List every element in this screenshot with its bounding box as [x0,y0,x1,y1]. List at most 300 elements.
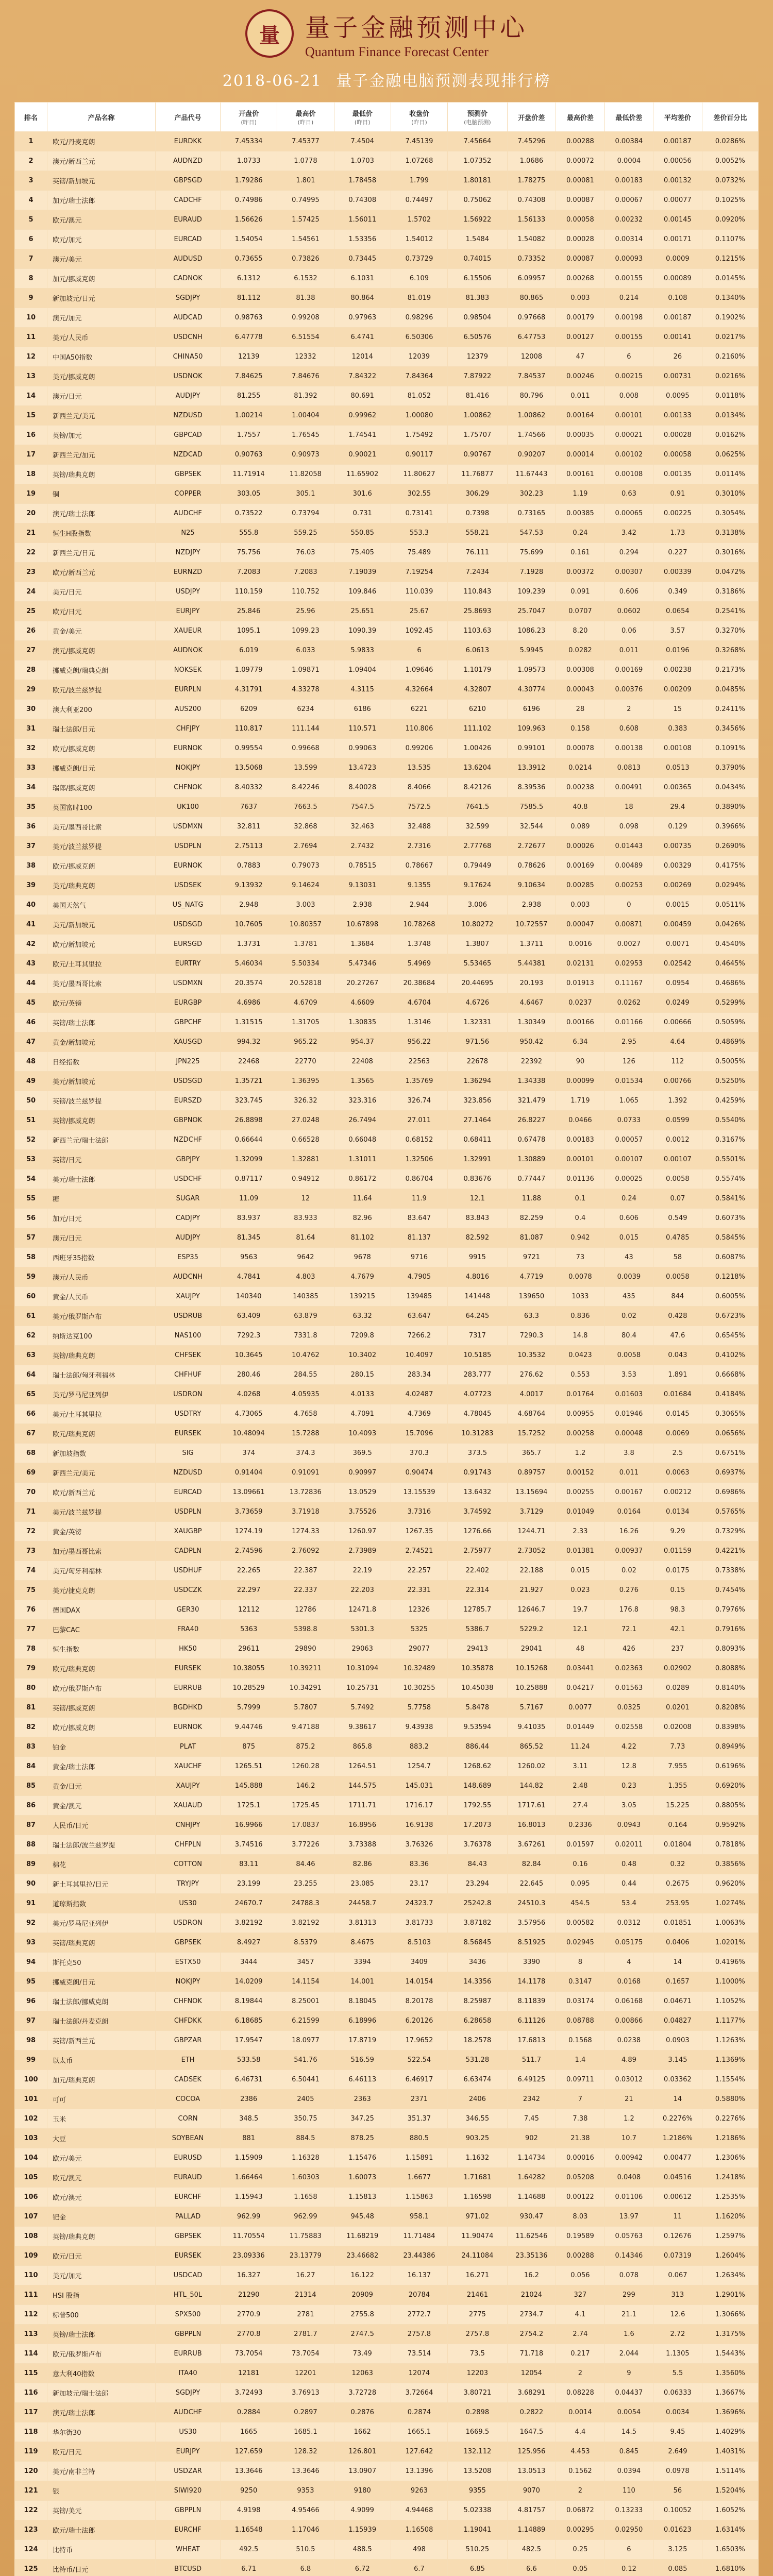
table-cell: 以太币 [47,2050,156,2070]
table-cell: 90 [556,1052,605,1072]
table-cell: 0.00107 [653,1150,702,1170]
table-cell: 英国富时100 [47,798,156,817]
table-cell: 1.5443% [702,2344,758,2364]
table-row [15,2266,759,2285]
table-cell: GBPJPY [156,1150,221,1170]
table-cell: 0.00065 [604,504,653,523]
table-cell: 0.01166 [604,1013,653,1032]
table-cell: 86 [15,1796,47,1816]
table-cell: 0.00072 [556,151,605,171]
table-cell: 可可 [47,2090,156,2109]
column-header [653,103,702,132]
table-cell: 1.15943 [221,2188,277,2207]
table-cell: 0.00099 [556,1072,605,1091]
table-cell: 0.78626 [507,856,556,876]
report-title [223,68,551,91]
table-cell: 12.6 [653,2305,702,2325]
table-cell: 4.0017 [507,1385,556,1404]
table-cell: 1.07268 [391,151,447,171]
table-cell: 0.0196 [653,641,702,660]
table-cell: 237 [653,1639,702,1659]
table-cell: 0.86172 [334,1170,391,1189]
table-row [15,817,759,837]
table-cell: 2770.8 [221,2325,277,2344]
table-cell: 25 [15,602,47,621]
table-cell: 4.22 [604,1737,653,1757]
table-cell: 25.846 [221,602,277,621]
table-cell: 15.7096 [391,1424,447,1444]
table-cell: 20784 [391,2285,447,2305]
table-cell: 3.7316 [391,1502,447,1522]
table-cell: 5.7807 [277,1698,334,1718]
table-cell: 23.13779 [277,2246,334,2266]
table-cell: 0.01946 [604,1404,653,1424]
table-cell: 0.845 [604,2442,653,2462]
table-cell: 0.00459 [653,915,702,935]
table-cell: 531.28 [448,2050,508,2070]
table-cell: 5.4969 [391,954,447,974]
table-cell: 7.45334 [221,132,277,151]
table-cell: 0.6196% [702,1757,758,1776]
table-cell: 0.90767 [448,445,508,465]
table-cell: 0.2690% [702,837,758,856]
table-cell: 1.00426 [448,739,508,758]
table-cell: 12 [15,347,47,367]
table-cell: 962.99 [277,2207,334,2227]
table-cell: 0.00081 [556,171,605,191]
table-cell: EURJPY [156,2442,221,2462]
table-cell: 555.8 [221,523,277,543]
table-cell: 挪威克朗/瑞典克朗 [47,660,156,680]
table-cell: 1.54082 [507,230,556,249]
table-cell: 1.4031% [702,2442,758,2462]
table-cell: 0.24 [604,1189,653,1209]
table-cell: 0.6920% [702,1776,758,1796]
table-cell: 0.015 [604,1228,653,1248]
table-cell: 3.81733 [391,1913,447,1933]
table-cell: 0.091 [556,582,605,602]
table-cell: 1.3146 [391,1013,447,1032]
table-cell: 澳元/瑞士法郎 [47,504,156,523]
table-cell: 1.1000% [702,1972,758,1992]
table-cell: 9.10634 [507,876,556,895]
table-cell: 0.00043 [556,680,605,700]
table-cell: 3.71918 [277,1502,334,1522]
table-row [15,426,759,445]
table-cell: 0.01764 [556,1385,605,1404]
table-cell: 1.36395 [277,1072,334,1091]
table-row [15,2422,759,2442]
table-cell: 0.00866 [604,2011,653,2031]
column-header-label: 开盘价差 [518,114,545,122]
table-cell: 124 [15,2540,47,2560]
table-cell: 0.0114% [702,465,758,484]
table-cell: 2.948 [221,895,277,915]
table-cell: 305.1 [277,484,334,504]
table-cell: 0.2876 [334,2403,391,2422]
table-row [15,1209,759,1228]
table-cell: 26.7494 [334,1111,391,1130]
table-cell: 0.02131 [556,954,605,974]
table-cell: 10.4762 [277,1346,334,1365]
column-header-label: 最高价差 [566,114,594,122]
table-cell: 0.3065% [702,1404,758,1424]
table-cell: XAUJPY [156,1776,221,1796]
table-cell: GBPSGD [156,171,221,191]
table-cell: 0.00161 [556,465,605,484]
table-cell: 欧元/波兰兹罗提 [47,680,156,700]
table-cell: 0.05208 [556,2168,605,2188]
table-cell: 558.21 [448,523,508,543]
table-cell: 9.43938 [391,1718,447,1737]
table-cell: 0.078 [604,2266,653,2285]
table-cell: USDNOK [156,367,221,386]
table-cell: 华尔街30 [47,2422,156,2442]
table-cell: 0.00365 [653,778,702,798]
table-cell: 1.35769 [391,1072,447,1091]
table-cell: 美元/瑞典克朗 [47,876,156,895]
table-cell: 104 [15,2148,47,2168]
table-cell: 25.67 [391,602,447,621]
table-cell: 8.4675 [334,1933,391,1953]
table-cell: 73.49 [334,2344,391,2364]
table-cell: 3.80721 [448,2383,508,2403]
table-cell: 1.2306% [702,2148,758,2168]
table-cell: 0.02011 [604,1835,653,1855]
table-cell: 挪威克朗/日元 [47,1972,156,1992]
table-cell: 0.0077 [556,1698,605,1718]
table-cell: 17.9547 [221,2031,277,2050]
table-cell: 0 [604,895,653,915]
table-cell: 0.6937% [702,1463,758,1483]
table-cell: 0.0485% [702,680,758,700]
table-cell: 0.5005% [702,1052,758,1072]
table-cell: 0.2884 [221,2403,277,2422]
table-cell: 0.0707 [556,602,605,621]
table-cell: 56 [653,2481,702,2501]
column-header-label: 预测价 [467,110,488,118]
table-cell: 美元/捷克克朗 [47,1581,156,1600]
table-cell: 79 [15,1659,47,1679]
table-cell: 2.044 [604,2344,653,2364]
table-cell: 2 [604,700,653,719]
table-cell: 欧元/日元 [47,2442,156,2462]
table-cell: 0.01623 [653,2520,702,2540]
table-cell: 0.00731 [653,367,702,386]
table-cell: 81.112 [221,289,277,308]
table-cell: 0.90763 [221,445,277,465]
table-cell: NZDUSD [156,406,221,426]
table-cell: 5.50334 [277,954,334,974]
table-cell: AUS200 [156,700,221,719]
table-cell: 0.79449 [448,856,508,876]
table-cell: 1716.17 [391,1796,447,1816]
table-cell: 0.10052 [653,2501,702,2520]
table-row [15,641,759,660]
table-cell: 0.06 [604,621,653,641]
table-cell: 12074 [391,2364,447,2383]
table-cell: 0.01913 [556,974,605,993]
table-cell: 0.01684 [653,1385,702,1404]
table-cell: 澳元/人民币 [47,1267,156,1287]
table-cell: 144.575 [334,1776,391,1796]
table-cell: 0.3010% [702,484,758,504]
table-cell: 澳元/加元 [47,308,156,328]
table-cell: 0.02008 [653,1718,702,1737]
brand-logo-icon: 量 [245,9,294,58]
table-cell: 1.53356 [334,230,391,249]
table-cell: 0.24 [556,523,605,543]
table-cell: 美元/新加坡元 [47,915,156,935]
table-cell: GBPSEK [156,1933,221,1953]
table-cell: 4.7905 [391,1267,447,1287]
table-cell: 36 [15,817,47,837]
table-cell: 0.1562 [556,2462,605,2481]
table-cell: 0.0732% [702,171,758,191]
table-cell: 0.00955 [556,1404,605,1424]
table-cell: 6.50576 [448,328,508,347]
table-cell: 9.47188 [277,1718,334,1737]
table-cell: PALLAD [156,2207,221,2227]
table-cell: 84.46 [277,1855,334,1874]
table-cell: 0.0602 [604,602,653,621]
table-cell: 111.102 [448,719,508,739]
table-cell: 0.44 [604,1874,653,1894]
table-cell: 53.4 [604,1894,653,1913]
table-cell: 8.20178 [391,1992,447,2011]
table-cell: 75.756 [221,543,277,563]
table-cell: AUDNZD [156,151,221,171]
table-row [15,1992,759,2011]
table-cell: 54 [15,1170,47,1189]
table-cell: 3.82192 [277,1913,334,1933]
table-cell: 110 [604,2481,653,2501]
table-cell: 22678 [448,1052,508,1072]
table-cell: CHFSEK [156,1346,221,1365]
column-header-sub: (电脑预测) [464,118,491,126]
table-cell: EURRUB [156,2344,221,2364]
table-cell: 306.29 [448,484,508,504]
table-cell: 6.0613 [448,641,508,660]
table-cell: 2.5 [653,1444,702,1463]
table-cell: 1.0063% [702,1913,758,1933]
table-cell: 0.0813 [604,758,653,778]
table-row [15,2520,759,2540]
table-cell: 43 [604,1248,653,1267]
table-cell: 0.0134% [702,406,758,426]
table-cell: 3436 [448,1953,508,1972]
table-cell: 81 [15,1698,47,1718]
table-cell: 11.09 [221,1189,277,1209]
table-cell: 4.6704 [391,993,447,1013]
table-cell: 140340 [221,1287,277,1307]
table-cell: 欧元/澳元 [47,2168,156,2188]
table-cell: 2342 [507,2090,556,2109]
table-row [15,2011,759,2031]
table-cell: 0.8140% [702,1679,758,1698]
column-header-label: 平均差价 [664,114,691,122]
table-cell: 3444 [221,1953,277,1972]
table-cell: 1.32331 [448,1013,508,1032]
table-cell: 83.647 [391,1209,447,1228]
table-row [15,1757,759,1776]
table-cell: 0.00016 [556,2148,605,2168]
table-cell: 2757.8 [448,2325,508,2344]
table-cell: 3.003 [277,895,334,915]
table-cell: 1.3711 [507,935,556,954]
table-cell: 510.25 [448,2540,508,2560]
table-cell: 0.01049 [556,1502,605,1522]
table-cell: 9.14624 [277,876,334,895]
table-cell: 4.78045 [448,1404,508,1424]
table-cell: 美元/罗马尼亚列伊 [47,1385,156,1404]
table-cell: 301.6 [334,484,391,504]
table-cell: EURGBP [156,993,221,1013]
table-cell: 18.0977 [277,2031,334,2050]
table-cell: SOYBEAN [156,2129,221,2148]
table-cell: 103 [15,2129,47,2148]
table-cell: 1.09404 [334,660,391,680]
table-cell: 0.0071 [653,935,702,954]
table-cell: 13 [15,367,47,386]
table-cell: 0.73141 [391,504,447,523]
table-cell: 0.0408 [604,2168,653,2188]
table-row [15,1816,759,1835]
table-cell: 141448 [448,1287,508,1307]
table-cell: 11.67443 [507,465,556,484]
table-cell: 0.02363 [604,1659,653,1679]
table-cell: 2757.8 [391,2325,447,2344]
table-row [15,2031,759,2050]
table-cell: HTL_50L [156,2285,221,2305]
table-cell: 21.1 [604,2305,653,2325]
table-cell: 欧元/新西兰元 [47,563,156,582]
table-cell: 902 [507,2129,556,2148]
table-row [15,1072,759,1091]
table-cell: 26.8227 [507,1111,556,1130]
table-cell: 2.74596 [221,1541,277,1561]
table-cell: 9 [15,289,47,308]
table-cell: 0.606 [604,1209,653,1228]
table-cell: 878.25 [334,2129,391,2148]
table-cell: 1.75492 [391,426,447,445]
table-row [15,2442,759,2462]
table-cell: 7.84676 [277,367,334,386]
table-cell: 125.956 [507,2442,556,2462]
table-cell: 0.8208% [702,1698,758,1718]
table-cell: 0.67478 [507,1130,556,1150]
table-cell: 3394 [334,1953,391,1972]
table-cell: 73 [556,1248,605,1267]
table-cell: 0.5250% [702,1072,758,1091]
table-cell: 0.4196% [702,1953,758,1972]
table-cell: 4.7091 [334,1404,391,1424]
table-row [15,1796,759,1816]
table-cell: 109.239 [507,582,556,602]
table-cell: 0.0216% [702,367,758,386]
table-cell: 32.599 [448,817,508,837]
table-cell: 5.7999 [221,1698,277,1718]
table-cell: 105 [15,2168,47,2188]
table-cell: 0.78667 [391,856,447,876]
table-cell: 7.84537 [507,367,556,386]
table-cell: 82.86 [334,1855,391,1874]
table-cell: 7.2083 [277,563,334,582]
table-cell: 0.00152 [556,1463,605,1483]
table-cell: 0.0014 [556,2403,605,2422]
table-row [15,2129,759,2148]
table-cell: 6.50306 [391,328,447,347]
table-cell: 14 [653,1953,702,1972]
table-cell: 银 [47,2481,156,2501]
table-cell: AUDJPY [156,386,221,406]
table-cell: 22.337 [277,1581,334,1600]
table-cell: 玉米 [47,2109,156,2129]
table-cell: 1.2 [556,1444,605,1463]
table-cell: 0.03174 [556,1992,605,2011]
table-cell: 32.488 [391,817,447,837]
table-cell: 60 [15,1287,47,1307]
table-cell: 0.00314 [604,230,653,249]
table-cell: 钯金 [47,2207,156,2227]
table-cell: 3.72728 [334,2383,391,2403]
table-row [15,2403,759,2422]
table-cell: 瑞士法郎/丹麦克朗 [47,2011,156,2031]
table-cell: 0.16 [556,1855,605,1874]
table-cell: 80.865 [507,289,556,308]
table-row [15,2560,759,2576]
table-cell: 1.36294 [448,1072,508,1091]
table-cell: 23.085 [334,1874,391,1894]
table-cell: 14.001 [334,1972,391,1992]
table-cell: 0.00155 [604,269,653,289]
table-cell: 21290 [221,2285,277,2305]
table-cell: 0.2897 [277,2403,334,2422]
table-cell: 962.99 [221,2207,277,2227]
table-cell: 13.3912 [507,758,556,778]
table-row [15,308,759,328]
table-cell: 1.32099 [221,1150,277,1170]
table-cell: 24 [15,582,47,602]
table-cell: 巴黎CAC [47,1620,156,1639]
table-cell: 63.32 [334,1307,391,1326]
table-cell: 98 [15,2031,47,2050]
table-cell: 123 [15,2520,47,2540]
table-cell: 0.01563 [604,1679,653,1698]
table-cell: 0.00058 [556,210,605,230]
table-cell: 15 [653,700,702,719]
table-cell: 0.05763 [604,2227,653,2246]
table-row [15,1718,759,1737]
table-cell: 0.08788 [556,2011,605,2031]
table-cell: 280.46 [221,1365,277,1385]
table-cell: 16.9966 [221,1816,277,1835]
table-cell: 8.25987 [448,1992,508,2011]
table-cell: 21.38 [556,2129,605,2148]
table-cell: 1792.55 [448,1796,508,1816]
table-cell: 25.96 [277,602,334,621]
table-cell: 0.3790% [702,758,758,778]
table-cell: 3.81313 [334,1913,391,1933]
table-cell: 1244.71 [507,1522,556,1541]
table-cell: 6186 [334,700,391,719]
table-cell: 0.00108 [604,465,653,484]
table-cell: 112 [15,2305,47,2325]
table-cell: 6.18996 [334,2011,391,2031]
table-cell: 2747.5 [334,2325,391,2344]
table-cell: 22.402 [448,1561,508,1581]
table-cell: 4.6609 [334,993,391,1013]
